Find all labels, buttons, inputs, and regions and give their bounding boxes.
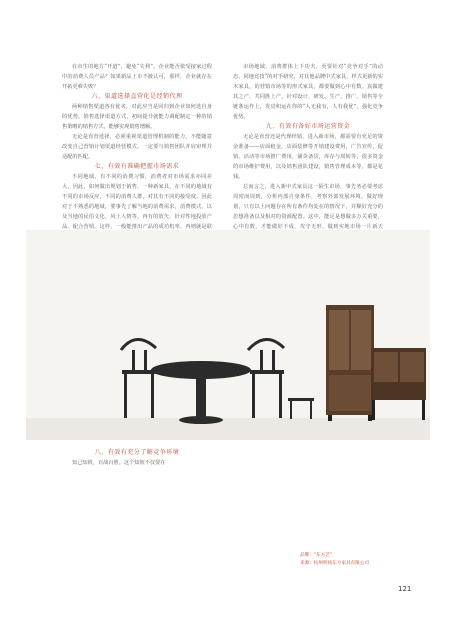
paragraph: 无论是直营还是代理经销，进入新市场，都需要有充足的资金准备——店面租金，店面装修等开销建设费用，广告宣传，促销、活动等市场推广费用，铺货备货，库存与周转等，很多资金的市场维护费用，以及销售团队建设，销售管理成本等，都是花钱。 — [233, 134, 383, 180]
section-heading: 九、有效有备好市场运营资金 — [265, 123, 351, 130]
page-number: 121 — [398, 585, 412, 593]
paragraph: 不同地域，有不同的消费习惯，消费者对市场需求亦同差大，因此，如何做出规划于销售，一种新家具，在不同的地域有不同的市场反应，不同的消费人群，对其有不同的接受度。因此对于不熟悉的地域，要事先了解当地的消费需求，消费模式，以及当地的民俗文化、风土人情等，再有的放矢，针对性地投放产品、配合营销，这样，一般能推出产品的成功机率。再则就是联 — [62, 174, 212, 230]
caption-brand: 品牌：“东方艺” — [300, 553, 333, 558]
paragraph: 知己知彼，百战百胜。这个知彼不仅要在 — [72, 460, 166, 466]
caption-source: 来源：杭州明扬东方家具有限公司 — [300, 561, 369, 566]
paragraph: 两种销售渠道各有优劣，对此应当是回归到企业如何选自身的优势。销售选择渠道方式，初间提升就能力调配制定一种的销售策略的销售方式，能够实现销售增额。 — [62, 104, 212, 130]
paragraph-text: 总而言之，进入新中式家具这一陌生市场，事先务必要考虑周密而周到，分析内部自身条件，考察外部发展环境，做好规划，只有以上问题存在所有条件均处在的情况下，并顺好充分的思想准备以及相对的资源配置。这中，能足是想做多万关重要，心中有数，才能做好不成，攻守无形，做到实地市场一片新天 — [233, 184, 383, 230]
paragraph: 在市生的地方“开道”，避免“失利”。企业能否依受接家过程中的消费人员产品？如果新品上市不被认可，那样，企业就存在开拓更难失败？ — [62, 64, 212, 90]
left-column-bottom — [62, 448, 212, 468]
section-heading: 八、有效有充分了解竞争环境 — [94, 449, 180, 456]
right-column — [233, 62, 383, 242]
image-caption — [300, 552, 369, 568]
paragraph: 无论是直营选择，必须重视渠道管理机制的能力，不能随意改变自己营销计划渠道经营模式，一定要与销售团队并肩审理并适配的匹配。 — [62, 134, 212, 160]
section-heading: 七、有效有准确把握市场需求 — [94, 163, 180, 170]
section-heading: 六、渠道选择直营化是经销代理 — [91, 93, 183, 100]
furniture-photo — [26, 230, 430, 440]
furniture-illustration — [26, 230, 430, 440]
paragraph: 市场地域、消费群体上下功夫，更要针对“竞争对手”的动态、同地竞技“的对手研究，对其他品牌中式家具，样式更新的实木家具，的营销市场等的形式家具，都要做到心中有数。真做建其之产，共同胜上产，针对设计、研发、生产，推广、销售等全链条运作上，发觉积运在你的“人无我有，人有我优”，强化竞争优势。 — [233, 64, 383, 120]
